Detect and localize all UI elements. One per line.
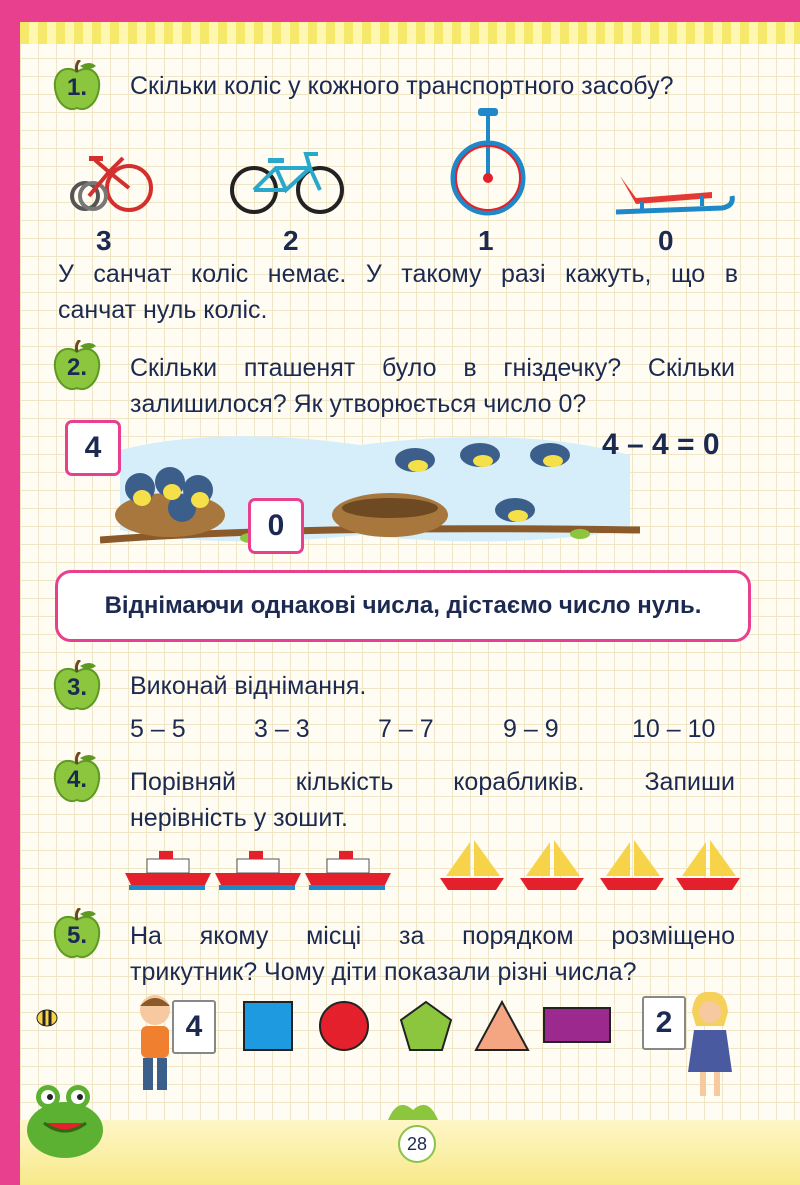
- exercise-5: 10 – 10: [632, 715, 716, 743]
- shapes-row: [240, 998, 620, 1054]
- task-4-question-line-1: Порівняй кількість корабликів. Запиши: [130, 768, 735, 796]
- birds-before-box: 4: [65, 420, 121, 476]
- sled-text-line-2: санчат нуль коліс.: [58, 296, 268, 324]
- birds-nest-illustration: [100, 430, 640, 555]
- task-3-apple-icon: [50, 660, 104, 714]
- task-number: 3.: [66, 674, 87, 701]
- pentagon-shape: [401, 1002, 451, 1050]
- sled-icon: [612, 168, 737, 218]
- girl-number-card: 2: [642, 996, 686, 1050]
- exercise-1: 5 – 5: [130, 715, 186, 743]
- motor-boats-illustration: [125, 845, 395, 895]
- task-number: 4.: [66, 766, 87, 793]
- task-4-question-line-2: нерівність у зошит.: [130, 804, 348, 832]
- exercise-4: 9 – 9: [503, 715, 559, 743]
- task-5-question-line-1: На якому місці за порядком розміщено: [130, 922, 735, 950]
- girl-illustration: [680, 990, 740, 1102]
- tricycle-wheel-count: 3: [96, 225, 112, 256]
- task-number: 5.: [66, 922, 87, 949]
- birds-equation: 4 – 4 = 0: [602, 428, 720, 461]
- task-1-apple-icon: [50, 60, 104, 114]
- birds-after-box: 0: [248, 498, 304, 554]
- circle-shape: [320, 1002, 368, 1050]
- bee-icon: [32, 1000, 62, 1030]
- task-5-question-line-2: трикутник? Чому діти показали різні числа?: [130, 958, 637, 986]
- frog-icon: [20, 1075, 110, 1165]
- bicycle-wheel-count: 2: [283, 225, 299, 256]
- rectangle-shape: [544, 1008, 610, 1042]
- sled-text-line-1: У санчат коліс немає. У такому разі кажуть, що в: [58, 260, 738, 288]
- sailboats-illustration: [440, 838, 745, 894]
- exercise-2: 3 – 3: [254, 715, 310, 743]
- page-number: 28: [398, 1125, 436, 1163]
- unicycle-wheel-count: 1: [478, 225, 494, 256]
- task-4-apple-icon: [50, 752, 104, 806]
- task-2-question-line-2: залишилося? Як утворюється число 0?: [130, 390, 587, 418]
- task-3-question: Виконай віднімання.: [130, 672, 367, 700]
- unicycle-icon: [448, 108, 528, 218]
- task-number: 1.: [66, 74, 87, 101]
- sled-wheel-count: 0: [658, 225, 674, 256]
- motor-boat-icon: [125, 851, 211, 890]
- tricycle-icon: [65, 148, 155, 218]
- bicycle-icon: [228, 148, 348, 218]
- square-shape: [244, 1002, 292, 1050]
- task-5-apple-icon: [50, 908, 104, 962]
- rule-box: Віднімаючи однакові числа, дістаємо число нуль.: [55, 570, 751, 642]
- task-number: 2.: [66, 354, 87, 381]
- task-2-apple-icon: [50, 340, 104, 394]
- leaf-decoration-icon: [378, 1092, 448, 1122]
- exercise-3: 7 – 7: [378, 715, 434, 743]
- task-2-question-line-1: Скільки пташенят було в гніздечку? Скільки: [130, 354, 735, 382]
- task-1-question: Скільки коліс у кожного транспортного засобу?: [130, 72, 674, 100]
- triangle-shape: [476, 1002, 528, 1050]
- boy-number-card: 4: [172, 1000, 216, 1054]
- top-border-strip: [20, 22, 800, 44]
